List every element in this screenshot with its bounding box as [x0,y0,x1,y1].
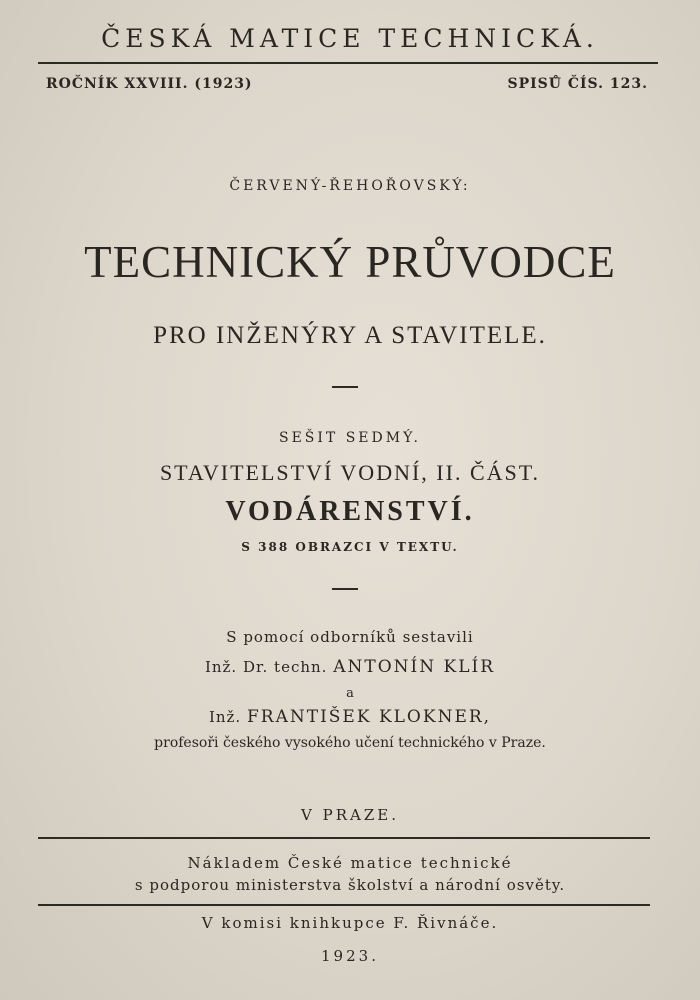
section-title: STAVITELSTVÍ VODNÍ, II. ČÁST. [159,460,541,485]
publication-number: SPISŮ ČÍS. 123. [507,76,648,92]
volume-year: ROČNÍK XXVIII. (1923) [46,76,253,92]
author-2-prefix: Inž. [208,708,242,726]
publication-year: 1923. [321,947,379,965]
book-title: TECHNICKÝ PRŮVODCE [84,237,616,287]
series-title: ČESKÁ MATICE TECHNICKÁ. [101,24,599,53]
authors-line: ČERVENÝ-ŘEHOŘOVSKÝ: [229,178,471,194]
subject-title: VODÁRENSTVÍ. [225,496,475,527]
author-1-name: ANTONÍN KLÍR [333,657,496,677]
header-rule [38,62,658,64]
publisher-line-1: Nákladem České matice technické [187,854,513,872]
volume-label: SEŠIT SEDMÝ. [279,430,421,446]
commission-line: V komisi knihkupce F. Řivnáče. [201,914,499,932]
author-1-prefix: Inž. Dr. techn. [204,658,328,676]
divider-dash [332,588,358,590]
divider-dash [332,386,358,388]
affiliation: profesoři českého vysokého učení technického v Praze. [154,735,546,751]
author-2-name: FRANTIŠEK KLOKNER, [246,707,492,727]
figures-note: S 388 OBRAZCI V TEXTU. [241,540,459,554]
author-2 [0,707,700,727]
imprint-rule-top [38,837,650,839]
author-1 [0,657,700,677]
publisher-line-2: s podporou ministerstva školství a národní osvěty. [134,876,566,894]
compiled-by: S pomocí odborníků sestavili [226,628,474,646]
publication-city: V PRAZE. [301,806,399,824]
conjunction: a [346,686,354,701]
imprint-rule-bottom [38,904,650,906]
book-subtitle: PRO INŽENÝRY A STAVITELE. [153,322,547,349]
